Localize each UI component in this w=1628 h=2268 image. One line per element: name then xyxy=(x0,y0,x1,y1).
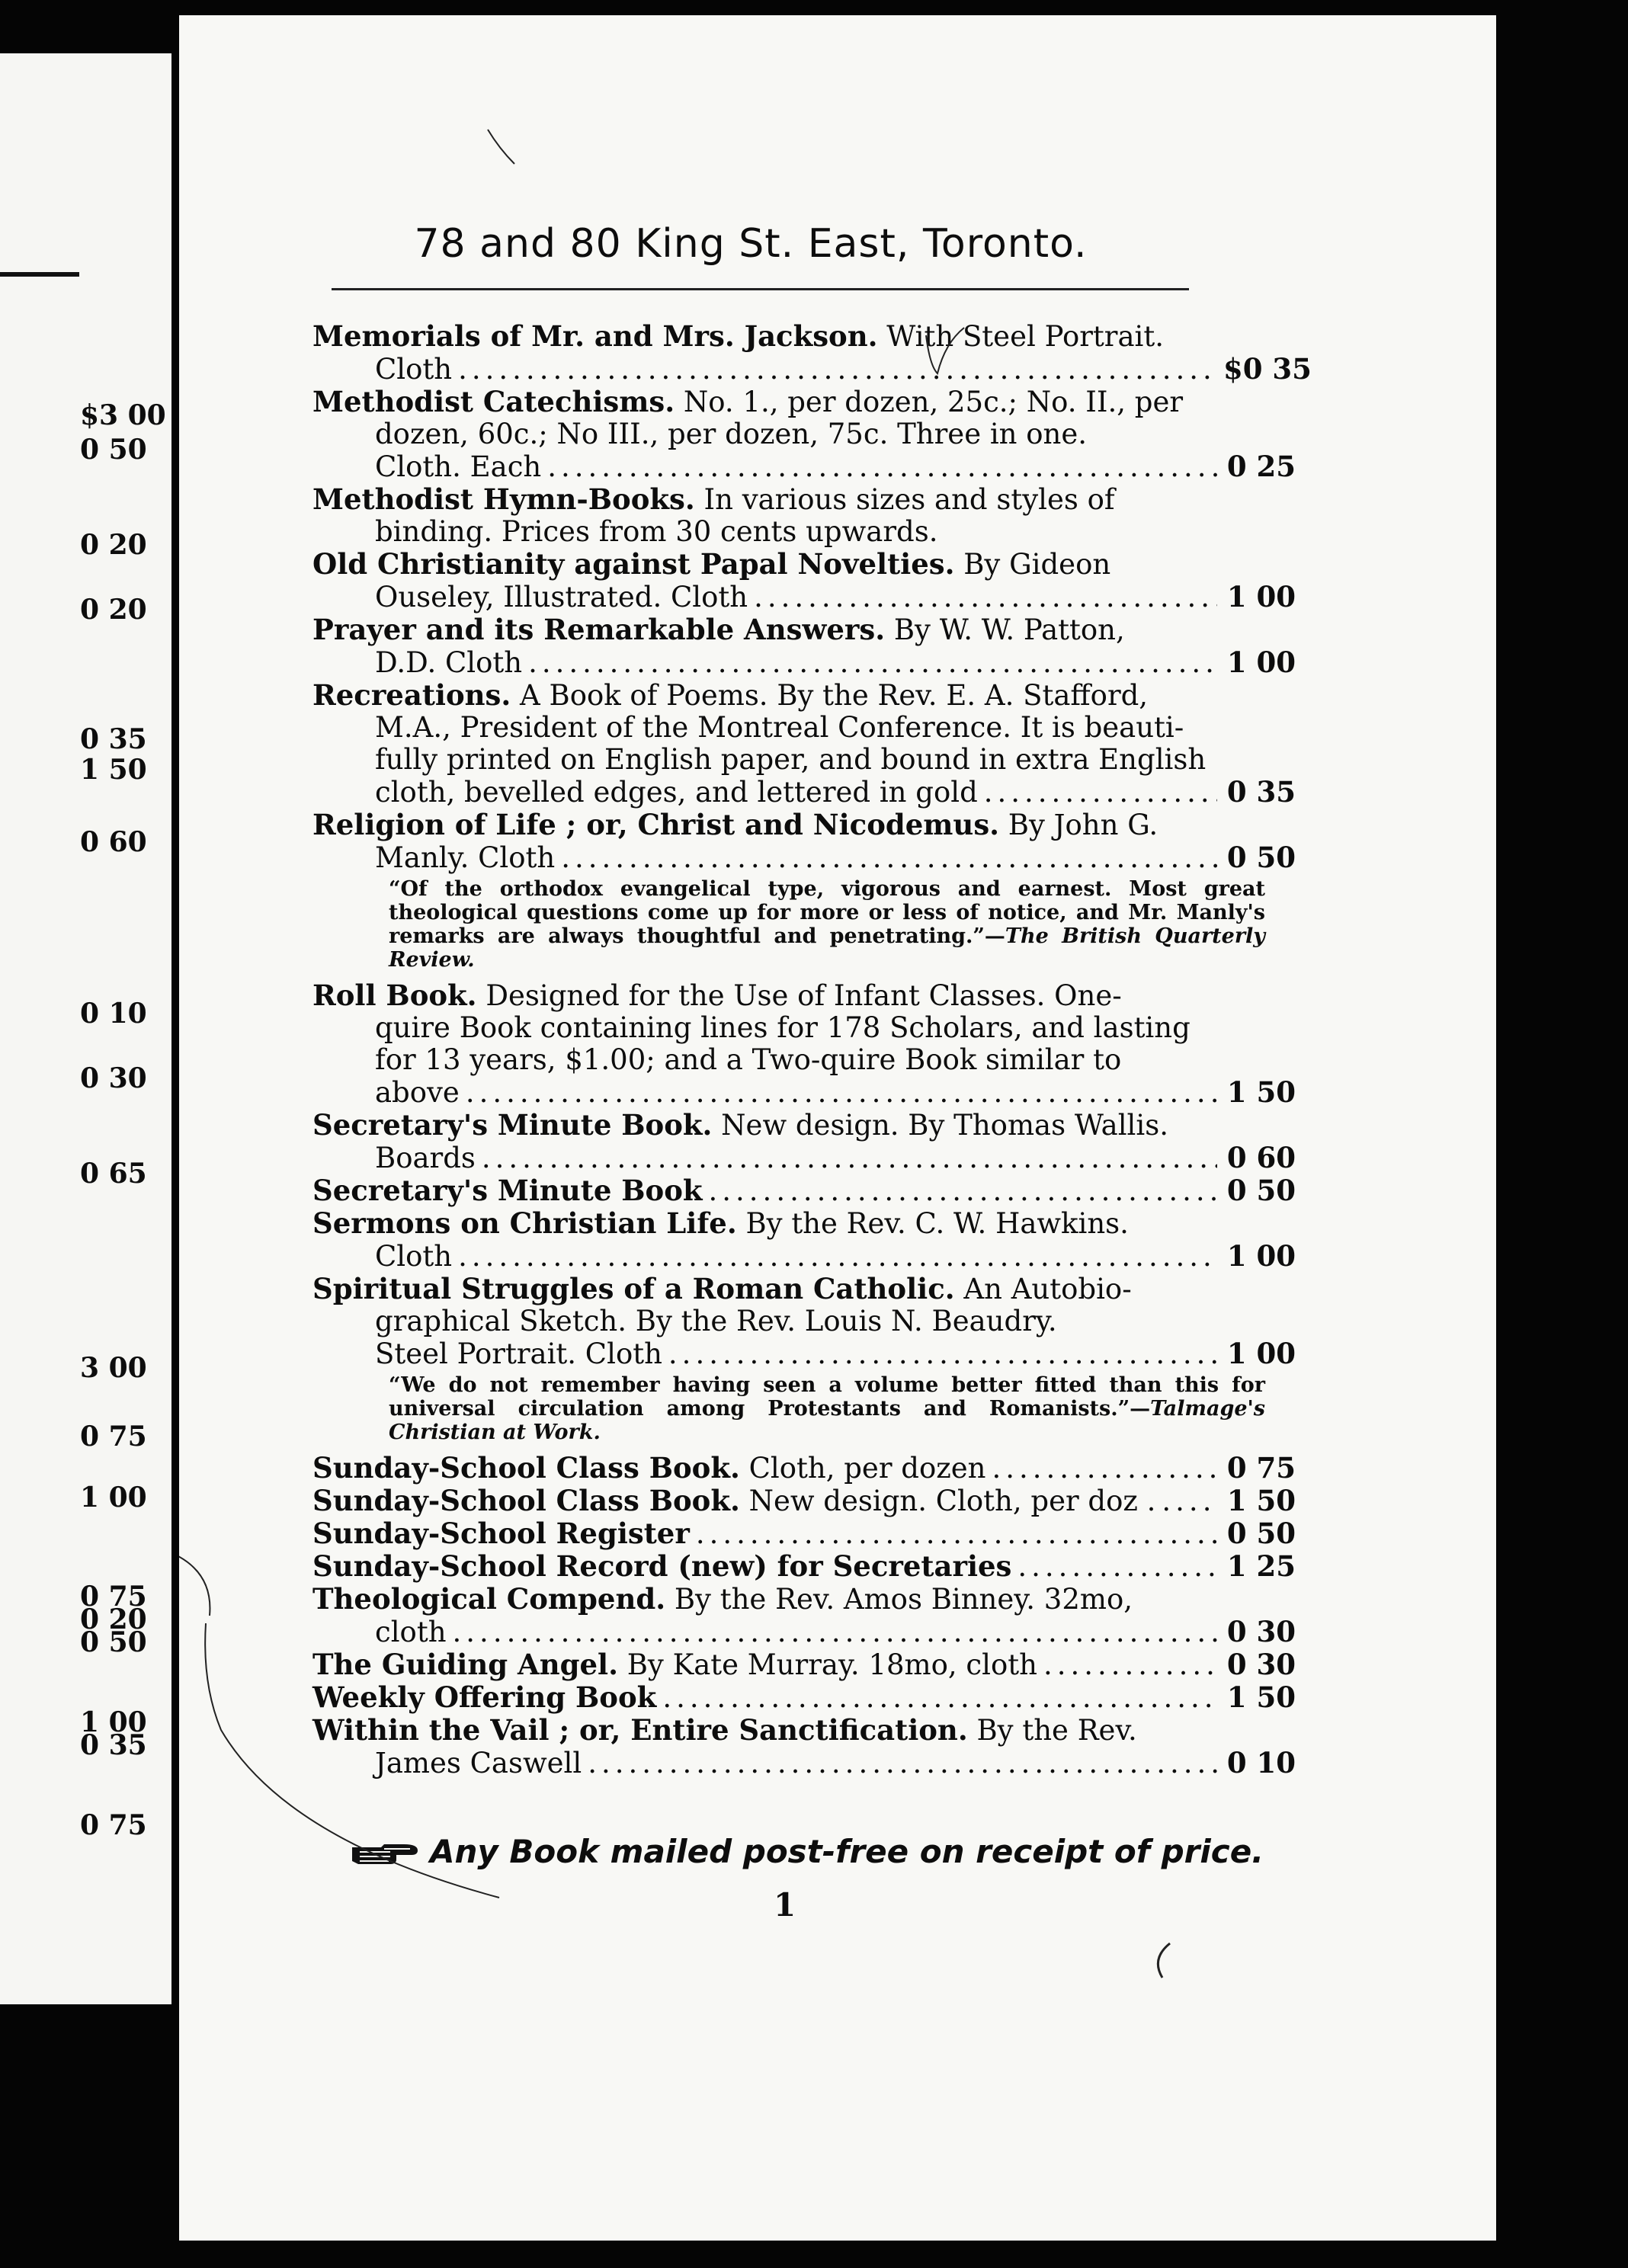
book-price: 1 00 xyxy=(1226,645,1296,679)
book-price: 0 50 xyxy=(1226,841,1296,874)
adjacent-page-price: 0 10 xyxy=(80,998,147,1030)
adjacent-page-price: 0 50 xyxy=(80,1626,147,1658)
book-entry xyxy=(312,679,1296,809)
book-description: New design. Cloth, per doz . xyxy=(739,1485,1156,1517)
book-description: Designed for the Use of Infant Classes. One- xyxy=(476,979,1122,1012)
dot-leader xyxy=(453,1616,1217,1648)
book-title: Methodist Catechisms. xyxy=(312,385,675,418)
dot-leader xyxy=(547,451,1217,483)
book-entry xyxy=(312,319,1312,386)
review-quote xyxy=(312,1373,1296,1444)
header-rule xyxy=(332,288,1189,290)
book-description: By John G. xyxy=(999,809,1159,841)
dot-leader xyxy=(561,842,1217,874)
dot-leader xyxy=(668,1338,1217,1370)
dot-leader xyxy=(1162,1485,1217,1517)
book-entry xyxy=(312,1452,1296,1485)
book-price: 0 35 xyxy=(1226,775,1296,809)
book-title: Recreations. xyxy=(312,678,511,712)
book-title: Within the Vail ; or, Entire Sanctification. xyxy=(312,1713,968,1747)
book-price: 0 10 xyxy=(1226,1746,1296,1779)
book-price: 0 50 xyxy=(1226,1174,1296,1207)
book-title: Weekly Offering Book xyxy=(312,1680,657,1714)
book-description-line: M.A., President of the Montreal Conference. It is beauti- xyxy=(375,711,1184,744)
book-description-line: for 13 years, $1.00; and a Two-quire Book similar to xyxy=(375,1043,1122,1076)
footer-note-text: Any Book mailed post-free on receipt of price. xyxy=(430,1833,1264,1870)
page-header: 78 and 80 King St. East, Toronto. xyxy=(414,221,1088,267)
book-title: Methodist Hymn-Books. xyxy=(312,482,695,516)
adjacent-page-price: 0 60 xyxy=(80,826,147,858)
book-price: 1 50 xyxy=(1226,1075,1296,1109)
book-description: By Gideon xyxy=(954,548,1111,581)
book-entry xyxy=(312,1583,1296,1648)
adjacent-page-rule xyxy=(0,272,79,277)
adjacent-page-price: 1 50 xyxy=(80,754,147,786)
book-price: 1 00 xyxy=(1226,1239,1296,1273)
book-title: Secretary's Minute Book. xyxy=(312,1108,713,1142)
book-entry xyxy=(312,1485,1296,1517)
book-description-line: Manly. Cloth xyxy=(375,841,556,874)
book-entry xyxy=(312,1207,1296,1273)
book-description: No. 1., per dozen, 25c.; No. II., per xyxy=(675,386,1184,418)
book-price: 0 75 xyxy=(1226,1451,1296,1485)
book-description-line: James Caswell xyxy=(375,1747,582,1779)
dot-leader xyxy=(528,647,1217,679)
dot-leader xyxy=(1043,1649,1217,1681)
book-description-line: D.D. Cloth xyxy=(375,646,523,679)
book-description-line: dozen, 60c.; No III., per dozen, 75c. Three in one. xyxy=(375,418,1088,450)
book-title: Religion of Life ; or, Christ and Nicodemus. xyxy=(312,808,1000,841)
adjacent-page-price: 0 35 xyxy=(80,723,147,755)
dot-leader xyxy=(984,777,1217,809)
book-price: 0 60 xyxy=(1226,1141,1296,1174)
book-description-line: graphical Sketch. By the Rev. Louis N. Beaudry. xyxy=(375,1305,1057,1337)
page-number: 1 xyxy=(774,1886,796,1924)
book-price: 0 30 xyxy=(1226,1648,1296,1681)
review-quote-source: Talmage's Christian at Work. xyxy=(389,1397,1265,1444)
book-list xyxy=(312,319,1312,1779)
book-title: Prayer and its Remarkable Answers. xyxy=(312,613,886,646)
book-entry xyxy=(312,1517,1296,1550)
book-description-line: Cloth xyxy=(375,353,453,386)
book-description-line: Ouseley, Illustrated. Cloth xyxy=(375,581,748,613)
book-description: By the Rev. C. W. Hawkins. xyxy=(736,1207,1129,1240)
book-entry xyxy=(312,1681,1296,1714)
book-description: New design. By Thomas Wallis. xyxy=(712,1109,1168,1142)
review-quote-source: The British Quarterly Review. xyxy=(389,924,1265,972)
adjacent-page-price: 0 20 xyxy=(80,529,147,561)
dot-leader xyxy=(709,1175,1217,1207)
dot-leader xyxy=(696,1518,1217,1550)
book-entry xyxy=(312,483,1296,548)
book-description-line: Steel Portrait. Cloth xyxy=(375,1337,662,1370)
adjacent-page-price: 1 00 xyxy=(80,1482,147,1514)
book-description: In various sizes and styles of xyxy=(694,483,1115,516)
dot-leader xyxy=(482,1142,1217,1174)
book-entry xyxy=(312,1714,1296,1779)
dot-leader xyxy=(1018,1551,1217,1583)
adjacent-page-price: 0 35 xyxy=(80,1729,147,1761)
book-description-line: quire Book containing lines for 178 Scholars, and lasting xyxy=(375,1011,1191,1044)
book-entry xyxy=(312,1109,1296,1174)
book-entry xyxy=(312,1273,1296,1444)
book-description: By the Rev. xyxy=(967,1714,1137,1747)
book-title: Secretary's Minute Book xyxy=(312,1174,703,1207)
dot-leader xyxy=(458,354,1217,386)
book-title: Roll Book. xyxy=(312,979,477,1012)
adjacent-page-price: 0 75 xyxy=(80,1421,147,1453)
book-description: By Kate Murray. 18mo, cloth xyxy=(617,1648,1037,1681)
book-price: 0 25 xyxy=(1226,450,1296,483)
book-description-line: above xyxy=(375,1076,460,1109)
book-price: 1 25 xyxy=(1226,1549,1296,1583)
book-title: Spiritual Struggles of a Roman Catholic. xyxy=(312,1272,955,1305)
book-description: Cloth, per dozen xyxy=(739,1452,986,1485)
adjacent-page-price: 0 30 xyxy=(80,1062,147,1094)
review-quote-text: “We do not remember having seen a volume better fitted than this for universal circulation among Protestants and Romanists.”— xyxy=(389,1373,1265,1421)
adjacent-page-price: 0 20 xyxy=(80,1603,147,1635)
book-description: By the Rev. Amos Binney. 32mo, xyxy=(665,1583,1133,1616)
book-price: 1 50 xyxy=(1226,1484,1296,1517)
adjacent-page-price: $3 00 xyxy=(80,399,166,431)
book-entry xyxy=(312,1174,1296,1207)
adjacent-page-price: 0 65 xyxy=(80,1158,147,1190)
book-description: A Book of Poems. By the Rev. E. A. Stafford, xyxy=(511,679,1149,712)
review-quote xyxy=(312,877,1296,972)
book-entry xyxy=(312,386,1296,483)
adjacent-page-price: 0 75 xyxy=(80,1809,147,1841)
adjacent-page-price: 1 00 xyxy=(80,1706,147,1738)
book-description: An Autobio- xyxy=(954,1273,1132,1305)
book-price: 1 50 xyxy=(1226,1680,1296,1714)
book-description: By W. W. Patton, xyxy=(885,613,1125,646)
adjacent-page-price: 3 00 xyxy=(80,1352,147,1384)
book-price: 0 50 xyxy=(1226,1517,1296,1550)
adjacent-page-price: 0 75 xyxy=(80,1581,147,1613)
pointing-hand-icon xyxy=(351,1841,419,1867)
book-description-line: Boards xyxy=(375,1142,476,1174)
book-description: With Steel Portrait. xyxy=(877,320,1165,353)
dot-leader xyxy=(662,1682,1217,1714)
book-title: Theological Compend. xyxy=(312,1582,666,1616)
book-title: Sunday-School Record (new) for Secretaries xyxy=(312,1549,1012,1583)
book-entry xyxy=(312,1550,1296,1583)
adjacent-page-price: 0 50 xyxy=(80,434,147,466)
book-title: Sunday-School Register xyxy=(312,1517,690,1550)
book-description-line: fully printed on English paper, and bound in extra English xyxy=(375,743,1207,776)
book-title: Sermons on Christian Life. xyxy=(312,1206,737,1240)
book-title: Sunday-School Class Book. xyxy=(312,1451,740,1485)
book-entry xyxy=(312,548,1296,613)
book-price: 0 30 xyxy=(1226,1615,1296,1648)
dot-leader xyxy=(754,581,1217,613)
book-description-line: cloth xyxy=(375,1616,447,1648)
review-quote-text: “Of the orthodox evangelical type, vigorous and earnest. Most great theological questions come up for more or less of notice, and Mr. Manly's remarks are always thoughtful and penetrating.”— xyxy=(389,877,1265,948)
dot-leader xyxy=(466,1077,1217,1109)
book-title: The Guiding Angel. xyxy=(312,1648,618,1681)
adjacent-page-price: 0 20 xyxy=(80,594,147,626)
book-entry xyxy=(312,613,1296,679)
book-entry xyxy=(312,979,1296,1109)
book-title: Memorials of Mr. and Mrs. Jackson. xyxy=(312,319,878,353)
dot-leader xyxy=(588,1747,1217,1779)
book-title: Old Christianity against Papal Novelties. xyxy=(312,547,955,581)
book-description-line: Cloth. Each xyxy=(375,450,542,483)
book-entry xyxy=(312,1648,1296,1681)
book-description-line: cloth, bevelled edges, and lettered in gold xyxy=(375,776,978,809)
catalogue-page xyxy=(179,15,1496,2241)
book-description-line: Cloth xyxy=(375,1240,453,1273)
dot-leader xyxy=(458,1241,1217,1273)
dot-leader xyxy=(992,1453,1217,1485)
book-description-line: binding. Prices from 30 cents upwards. xyxy=(375,515,938,548)
book-entry xyxy=(312,809,1296,972)
book-price: 1 00 xyxy=(1226,1337,1296,1370)
footer-note xyxy=(351,1833,1311,1870)
book-price: 1 00 xyxy=(1226,580,1296,613)
book-price: $0 35 xyxy=(1223,352,1312,386)
adjacent-page-strip xyxy=(0,53,171,2004)
book-title: Sunday-School Class Book. xyxy=(312,1484,740,1517)
